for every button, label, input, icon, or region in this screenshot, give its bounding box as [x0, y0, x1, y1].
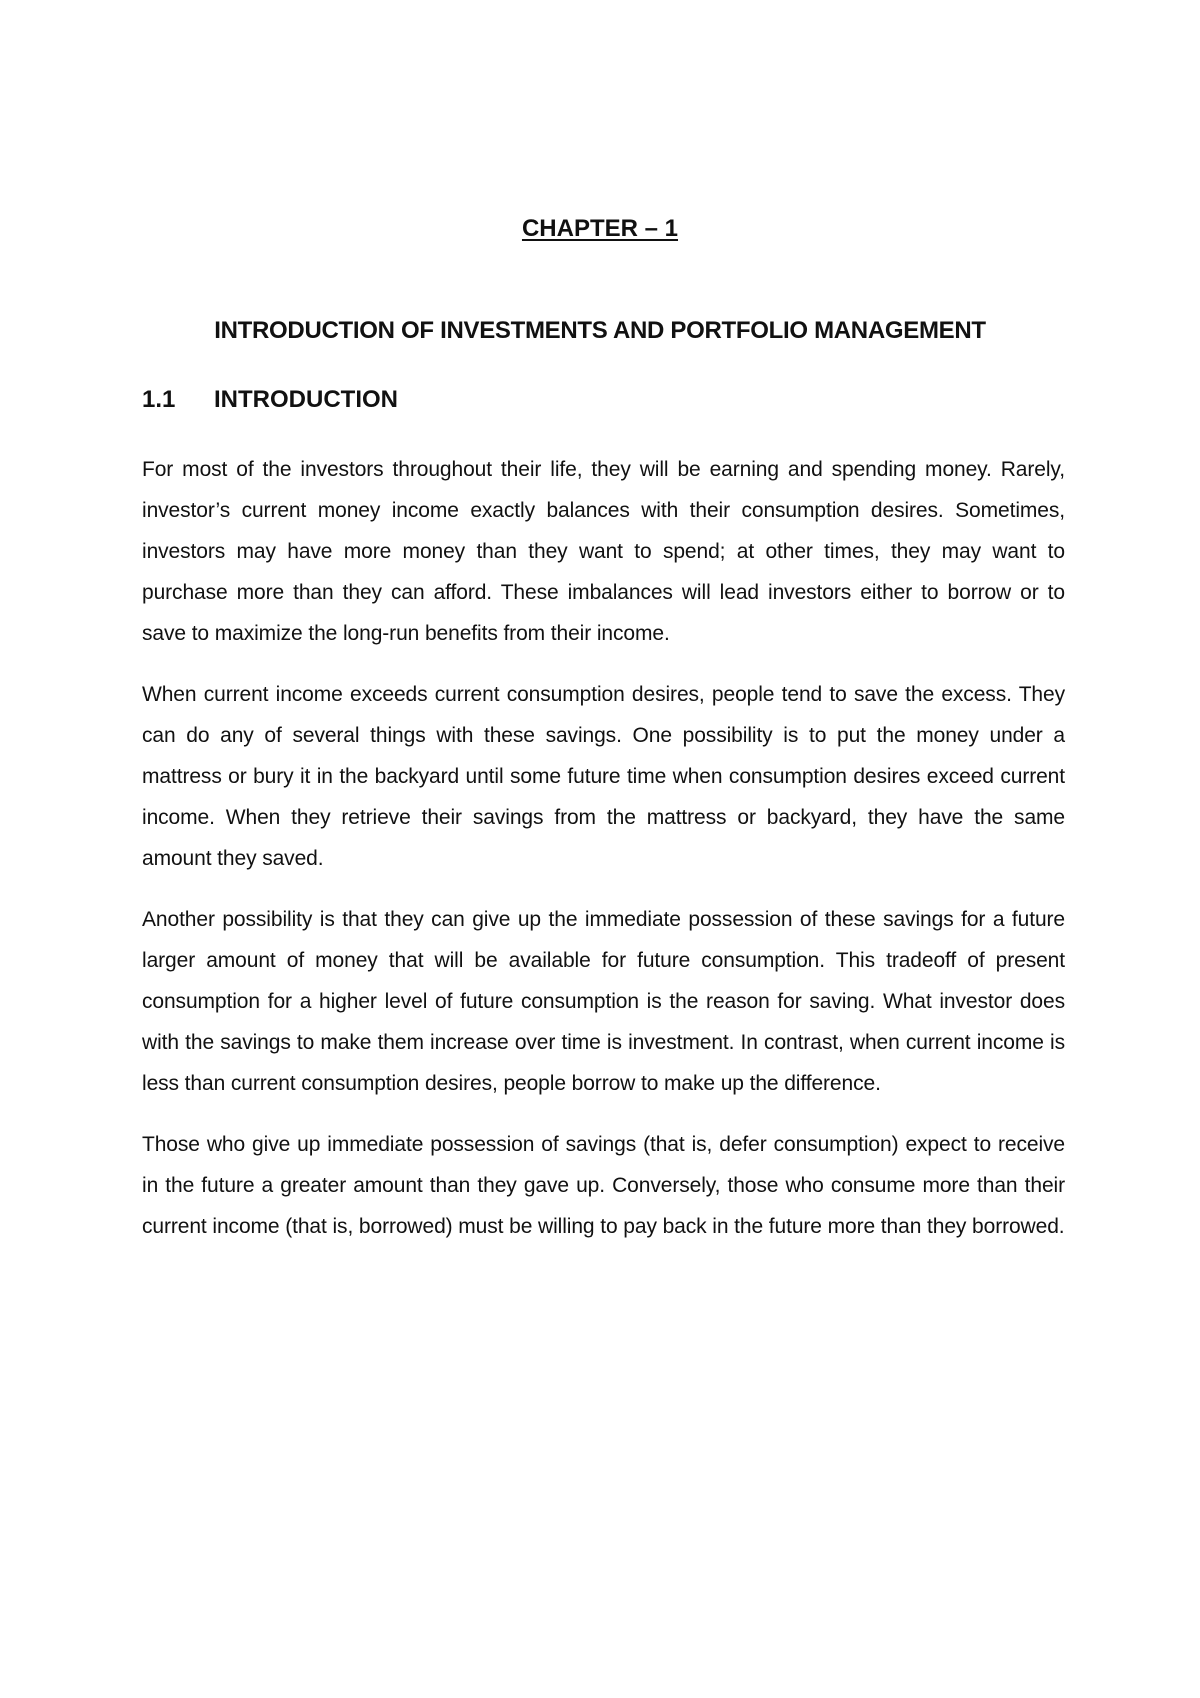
paragraph: For most of the investors throughout their life, they will be earning and spending money. Rarely, investor’s current money income exactly balances with their consumption desires. Sometimes, investors may have more money than they want to spend; at other times, they may want to purchase more than they can afford. These imbalances will lead investors either to borrow or to save to maximize the long-run benefits from their income.: [142, 458, 1065, 645]
section-number: 1.1: [142, 386, 176, 413]
chapter-label: [0, 214, 1200, 244]
section-title: INTRODUCTION: [214, 386, 398, 413]
paragraph: Those who give up immediate possession of savings (that is, defer consumption) expect to receive in the future a greater amount than they gave up. Conversely, those who consume more than their current income (that is, borrowed) must be willing to pay back in the future more than they borrowed.: [142, 1133, 1065, 1238]
body-text: [142, 449, 1065, 1267]
section-heading: [142, 385, 398, 415]
paragraph: When current income exceeds current consumption desires, people tend to save the excess. They can do any of several things with these savings. One possibility is to put the money under a mattress or bury it in the backyard until some future time when consumption desires exceed current income. When they retrieve their savings from the mattress or backyard, they have the same amount they saved.: [142, 683, 1065, 870]
chapter-label-text: CHAPTER – 1: [521, 215, 679, 242]
document-title: INTRODUCTION OF INVESTMENTS AND PORTFOLIO MANAGEMENT: [214, 317, 986, 344]
paragraph: Another possibility is that they can give up the immediate possession of these savings for a future larger amount of money that will be available for future consumption. This tradeoff of present consumption for a higher level of future consumption is the reason for saving. What investor does with the savings to make them increase over time is investment. In contrast, when current income is less than current consumption desires, people borrow to make up the difference.: [142, 908, 1065, 1095]
